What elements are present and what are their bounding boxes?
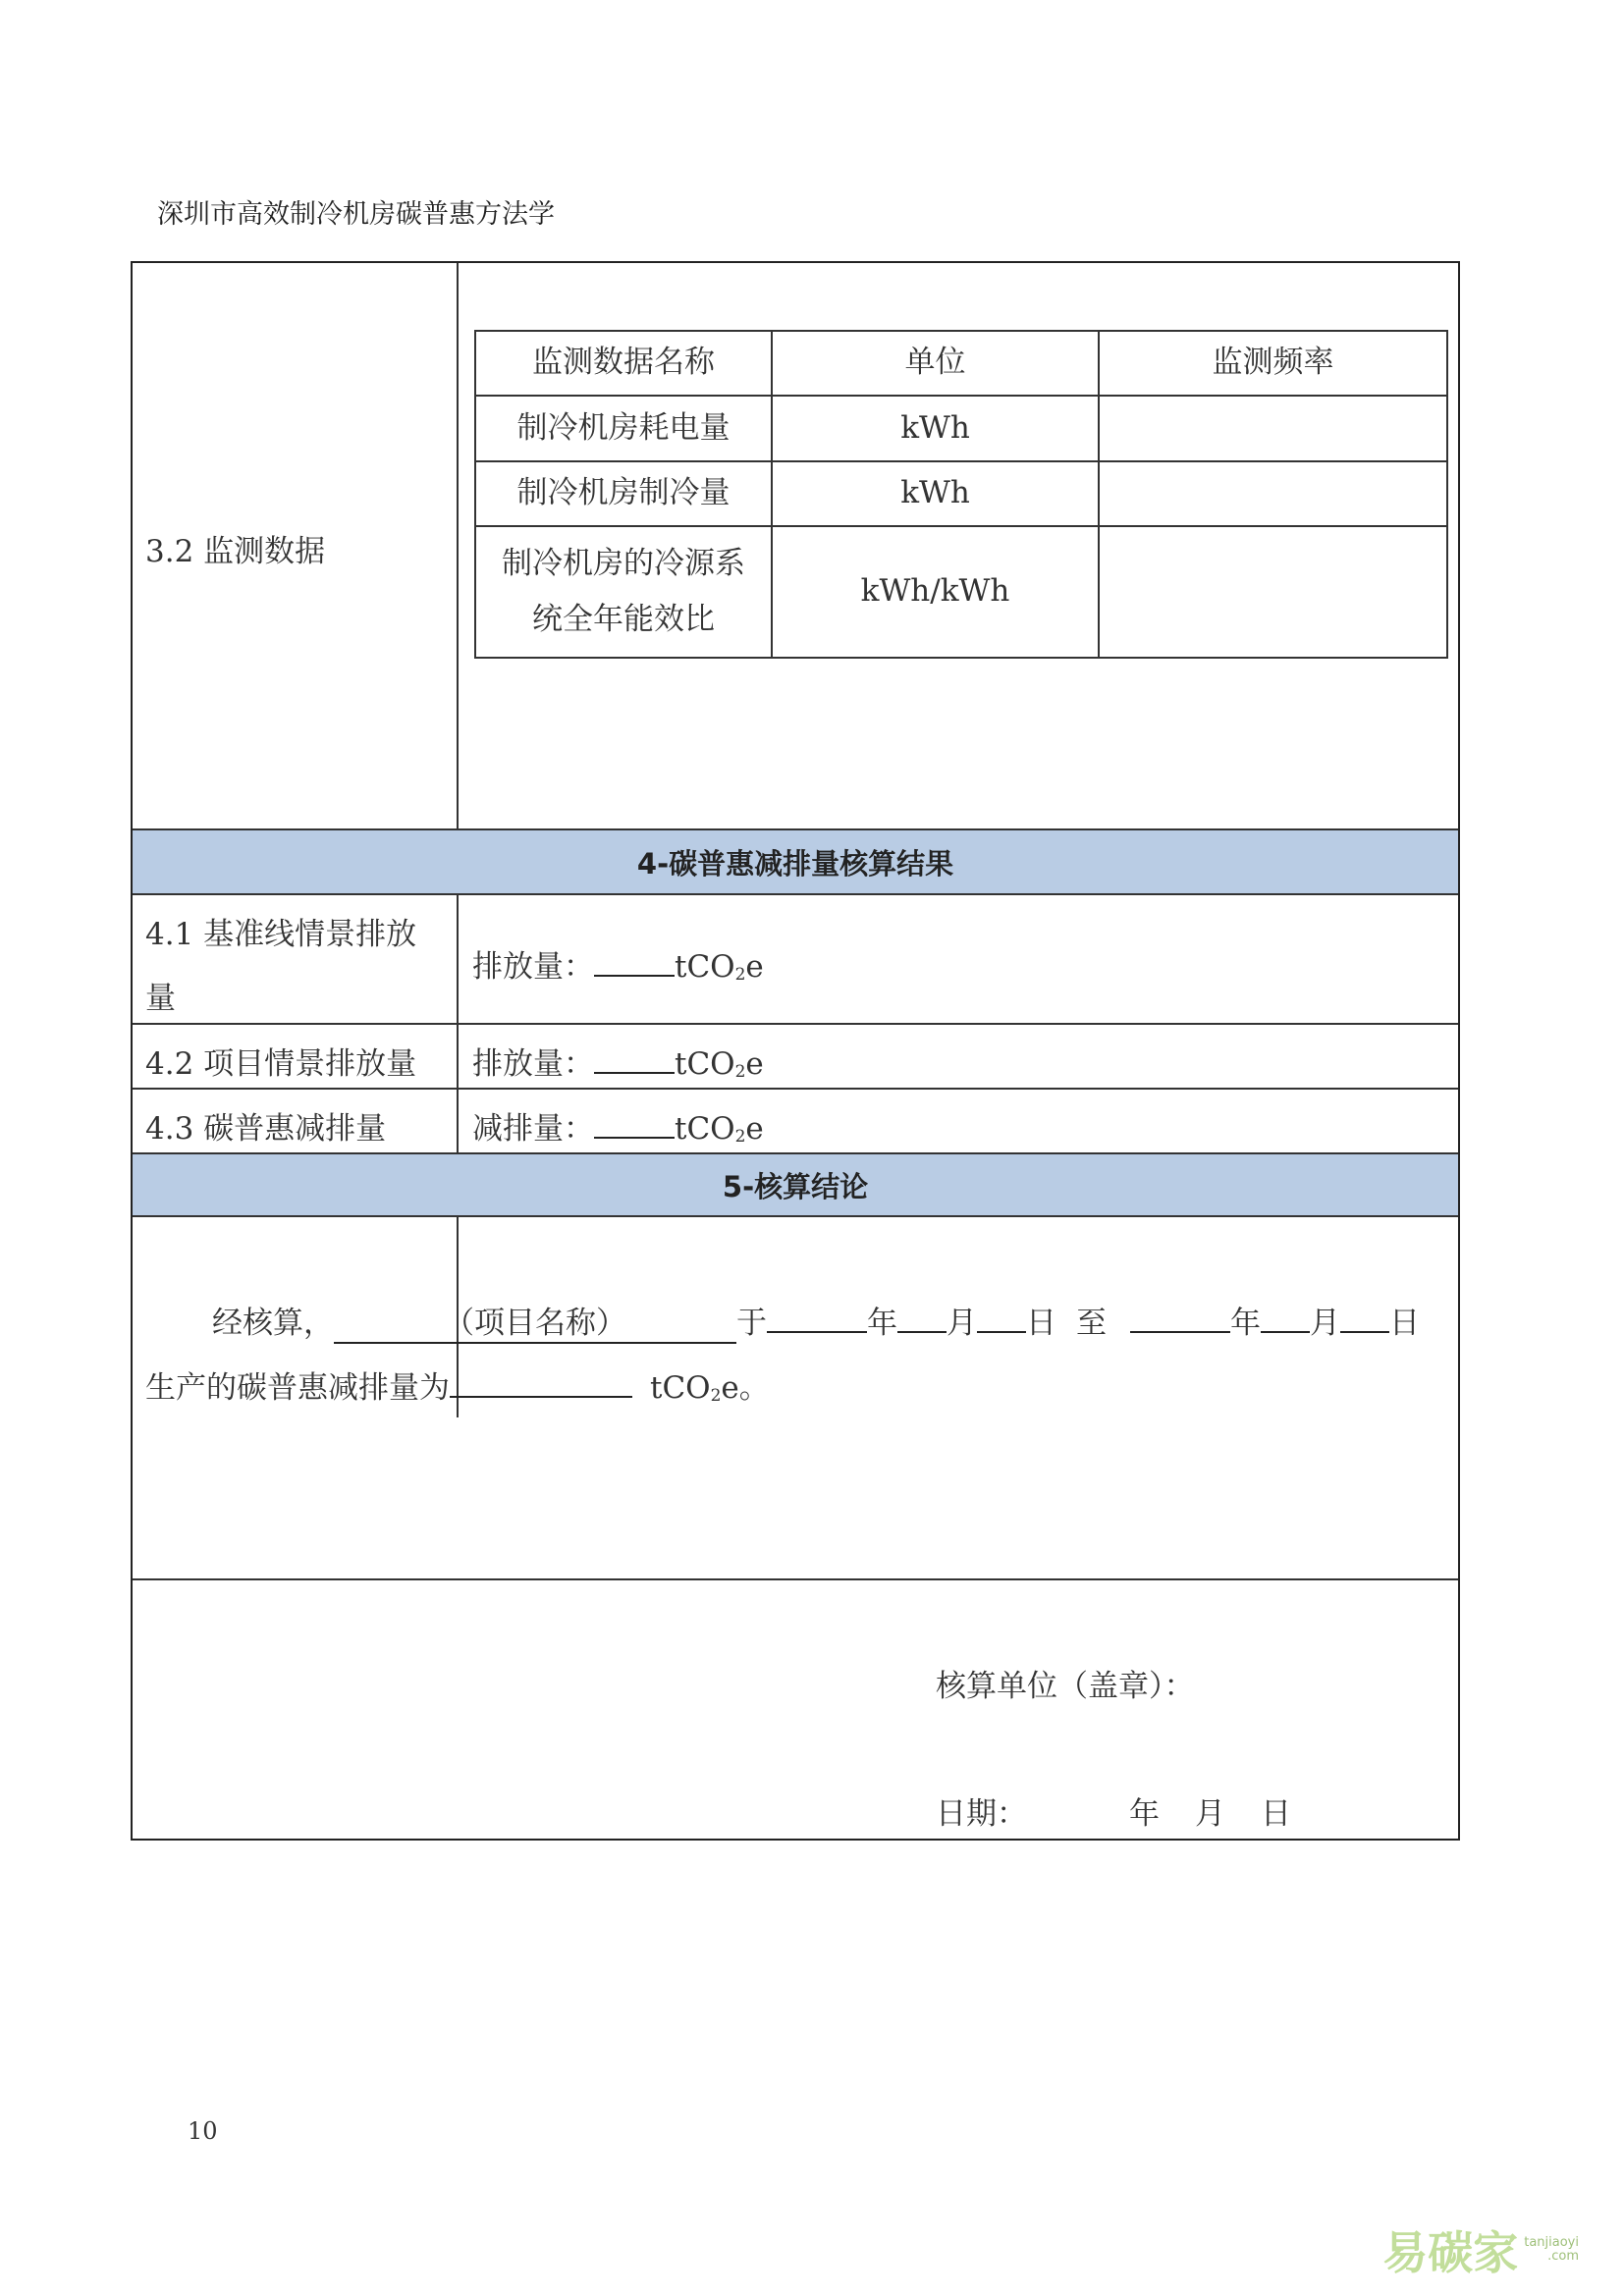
year-text: 年 xyxy=(867,1306,897,1341)
divider xyxy=(133,893,1458,895)
row-unit: kWh/kWh xyxy=(772,526,1099,658)
reduction-blank[interactable] xyxy=(594,1111,675,1139)
row-data-name: 制冷机房耗电量 xyxy=(475,396,772,461)
month-text: 月 xyxy=(1195,1796,1225,1832)
unit-sub: 2 xyxy=(734,965,746,985)
end-year-blank[interactable] xyxy=(1130,1306,1230,1333)
start-year-blank[interactable] xyxy=(767,1306,867,1333)
conclusion-line2 xyxy=(145,1362,770,1407)
unit-e: e xyxy=(745,949,764,985)
project-name-placeholder: （项目名称） xyxy=(444,1306,626,1341)
row-frequency[interactable] xyxy=(1099,461,1447,526)
reduction-total-blank[interactable] xyxy=(450,1370,632,1398)
conclusion-text: 生产的碳普惠减排量为 xyxy=(145,1370,450,1406)
row-4-3-label: 4.3 碳普惠减排量 xyxy=(145,1111,387,1147)
unit-t: tCO xyxy=(675,1111,735,1147)
conclusion-line1 xyxy=(145,1298,1420,1344)
value-prefix: 排放量： xyxy=(472,1046,594,1082)
end-month-blank[interactable] xyxy=(1261,1306,1310,1333)
table-row xyxy=(475,461,1447,526)
start-day-blank[interactable] xyxy=(977,1306,1026,1333)
divider xyxy=(133,1578,1458,1580)
header-frequency: 监测频率 xyxy=(1099,331,1447,396)
watermark-brand: 易碳家 xyxy=(1382,2226,1519,2279)
unit-e: e xyxy=(745,1111,764,1147)
row-4-3-value xyxy=(472,1103,764,1148)
accounting-unit-label: 核算单位（盖章）： xyxy=(936,1669,1195,1704)
table-row xyxy=(475,526,1447,658)
row-data-name-line2: 统全年能效比 xyxy=(532,602,715,637)
table-row xyxy=(475,396,1447,461)
watermark-domain-line2: .com xyxy=(1547,2249,1579,2264)
row-data-name-line1: 制冷机房的冷源系 xyxy=(502,545,745,581)
unit-sub: 2 xyxy=(734,1127,746,1147)
value-prefix: 排放量： xyxy=(472,949,594,985)
table-header-row xyxy=(475,331,1447,396)
day-text: 日 xyxy=(1261,1796,1291,1832)
row-4-2-value xyxy=(472,1039,764,1083)
column-divider xyxy=(457,263,459,828)
unit-sub: 2 xyxy=(734,1062,746,1082)
row-frequency[interactable] xyxy=(1099,526,1447,658)
watermark-domain-line1: tanjiaoyi xyxy=(1524,2234,1579,2250)
year-text: 年 xyxy=(1129,1796,1160,1832)
divider xyxy=(133,1088,1458,1090)
divider xyxy=(133,1023,1458,1025)
unit-sub: 2 xyxy=(710,1386,722,1406)
date-line xyxy=(936,1789,1291,1833)
unit-e: e xyxy=(745,1046,764,1082)
row-unit: kWh xyxy=(772,461,1099,526)
start-month-blank[interactable] xyxy=(897,1306,947,1333)
section-4-title: 4-碳普惠减排量核算结果 xyxy=(133,830,1458,893)
unit-t: tCO xyxy=(675,1046,735,1082)
day-text: 日 xyxy=(1026,1306,1056,1341)
from-text: 于 xyxy=(736,1306,767,1341)
month-text: 月 xyxy=(947,1306,977,1341)
unit-t: tCO xyxy=(650,1370,711,1406)
row-data-name xyxy=(475,526,772,658)
page-header-title: 深圳市高效制冷机房碳普惠方法学 xyxy=(157,199,555,230)
year-text: 年 xyxy=(1230,1306,1261,1341)
row-4-1-label-line1: 4.1 基准线情景排放 xyxy=(145,917,417,952)
end-day-blank[interactable] xyxy=(1340,1306,1389,1333)
project-name-blank[interactable] xyxy=(334,1298,736,1344)
header-data-name: 监测数据名称 xyxy=(475,331,772,396)
section-5-title: 5-核算结论 xyxy=(133,1154,1458,1215)
row-data-name: 制冷机房制冷量 xyxy=(475,461,772,526)
section-3-2-label: 3.2 监测数据 xyxy=(145,534,326,569)
row-4-1-value xyxy=(472,941,764,986)
emission-blank[interactable] xyxy=(594,1046,675,1074)
row-frequency[interactable] xyxy=(1099,396,1447,461)
watermark-logo xyxy=(1382,2217,1579,2282)
unit-e: e。 xyxy=(721,1370,770,1406)
monitoring-data-table xyxy=(474,330,1448,659)
row-4-1-label-line2: 量 xyxy=(145,981,176,1016)
month-text: 月 xyxy=(1310,1306,1340,1341)
value-prefix: 减排量： xyxy=(472,1111,594,1147)
watermark-domain xyxy=(1524,2236,1579,2265)
page-number: 10 xyxy=(188,2117,218,2145)
unit-t: tCO xyxy=(675,949,735,985)
row-4-2-label: 4.2 项目情景排放量 xyxy=(145,1046,417,1082)
day-text: 日 xyxy=(1389,1306,1420,1341)
date-label: 日期： xyxy=(936,1796,1027,1832)
conclusion-intro: 经核算， xyxy=(212,1306,334,1341)
emission-blank[interactable] xyxy=(594,949,675,977)
header-unit: 单位 xyxy=(772,331,1099,396)
form-frame xyxy=(131,261,1460,1841)
divider xyxy=(133,1215,1458,1217)
row-unit: kWh xyxy=(772,396,1099,461)
to-text: 至 xyxy=(1076,1306,1107,1341)
